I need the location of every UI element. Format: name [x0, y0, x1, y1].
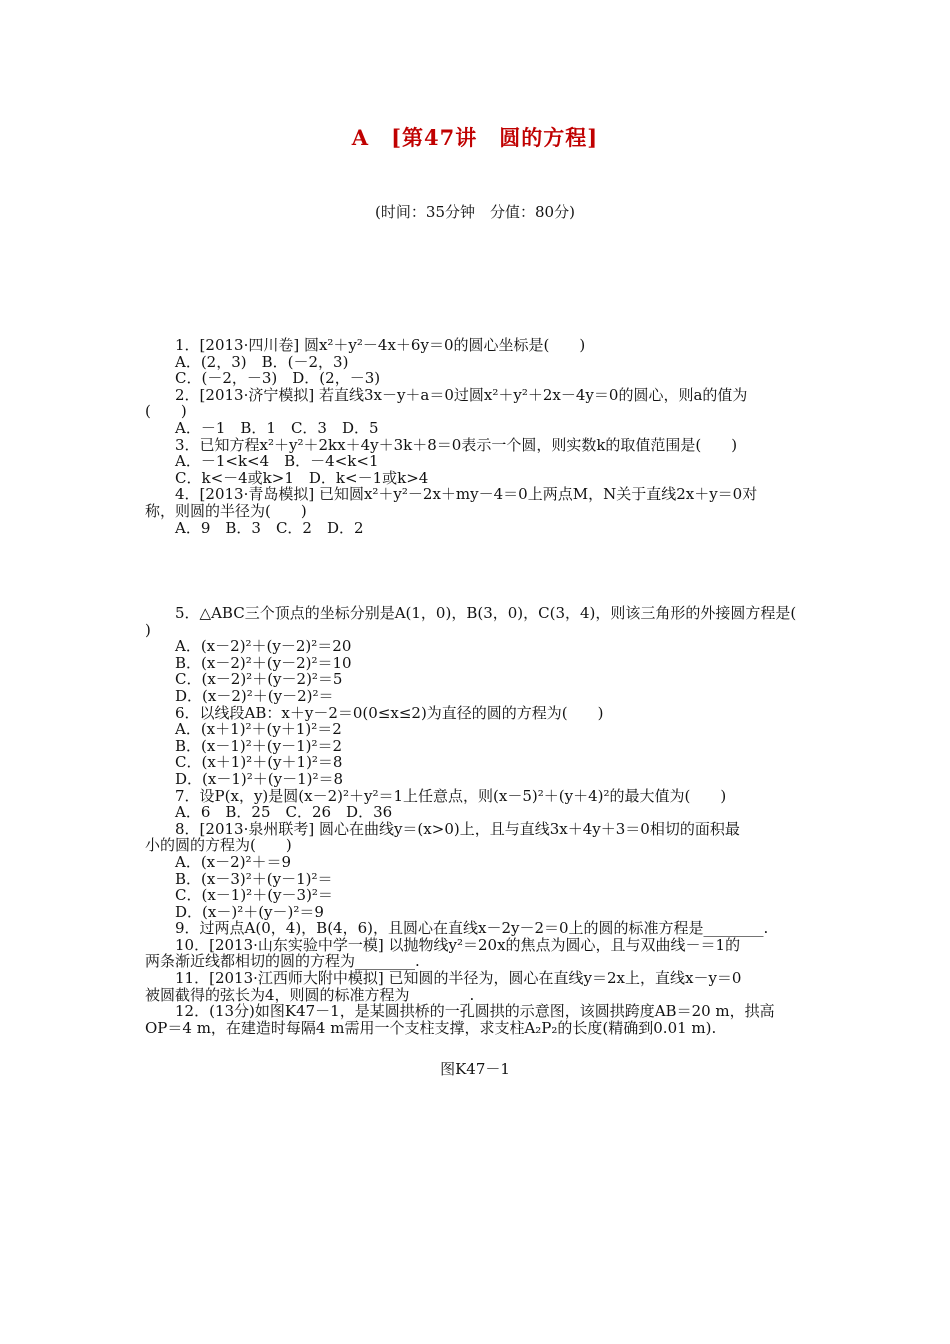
question-line: 5．△ABC三个顶点的坐标分别是A(1，0)，B(3，0)，C(3，4)，则该三角形的外接圆方程是(: [175, 605, 797, 622]
question-line: 3．已知方程x²＋y²＋2kx＋4y＋3k＋8＝0表示一个圆，则实数k的取值范围是( ): [175, 436, 738, 454]
page-title: A [第47讲 圆的方程]: [351, 125, 599, 150]
question-line: C．(x＋1)²＋(y＋1)²＝8: [175, 754, 343, 771]
question-line: 1．[2013·四川卷] 圆x²＋y²－4x＋6y＝0的圆心坐标是( ): [175, 337, 586, 354]
questions-block-1: [145, 337, 807, 536]
question-line: C．k<－4或k>1 D．k<－1或k>4: [175, 469, 429, 487]
question-line: 8．[2013·泉州联考] 圆心在曲线y＝(x>0)上，且与直线3x＋4y＋3＝0相切的面积最: [175, 820, 740, 838]
question-line: 10．[2013·山东实验中学一模] 以抛物线y²＝20x的焦点为圆心，且与双曲线－＝1的: [175, 936, 741, 954]
question-line: 12．(13分)如图K47－1，是某圆拱桥的一孔圆拱的示意图，该圆拱跨度AB＝20 m，拱高: [175, 1003, 775, 1020]
question-line: 6．以线段AB：x＋y－2＝0(0≤x≤2)为直径的圆的方程为( ): [175, 704, 604, 722]
question-line: B．(x－1)²＋(y－1)²＝2: [175, 737, 343, 755]
question-line: OP＝4 m，在建造时每隔4 m需用一个支柱支撑，求支柱A₂P₂的长度(精确到0.01 m).: [145, 1019, 717, 1037]
time-score-info: (时间：35分钟 分值：80分): [375, 203, 575, 221]
question-line: ): [145, 621, 151, 639]
question-line: D．(x－)²＋(y－)²＝9: [175, 903, 324, 921]
questions-block-2: [145, 605, 807, 1036]
question-line: D．(x－2)²＋(y－2)²＝: [175, 687, 334, 705]
question-line: A．(x－2)²＋(y－2)²＝20: [175, 638, 352, 655]
question-line: C．(x－1)²＋(y－3)²＝: [175, 887, 333, 904]
question-line: 两条渐近线都相切的圆的方程为________.: [145, 953, 420, 971]
question-line: 9．过两点A(0，4)，B(4，6)，且圆心在直线x－2y－2＝0上的圆的标准方程是________.: [175, 920, 769, 937]
question-line: A．6 B．25 C．26 D．36: [175, 804, 393, 821]
question-line: 7．设P(x，y)是圆(x－2)²＋y²＝1上任意点，则(x－5)²＋(y＋4)²的最大值为( ): [175, 787, 727, 805]
question-line: C．(－2，－3) D．(2，－3): [175, 370, 381, 387]
question-line: A．－1 B．1 C．3 D．5: [175, 419, 379, 437]
question-line: B．(x－2)²＋(y－2)²＝10: [175, 654, 352, 672]
question-line: 4．[2013·青岛模拟] 已知圆x²＋y²－2x＋my－4＝0上两点M，N关于直线2x＋y＝0对: [175, 486, 758, 503]
question-line: A．(2，3) B．(－2，3): [175, 353, 349, 371]
question-line: D．(x－1)²＋(y－1)²＝8: [175, 770, 344, 788]
question-line: B．(x－3)²＋(y－1)²＝: [175, 870, 333, 888]
question-line: 称，则圆的半径为( ): [145, 502, 307, 520]
question-line: A．(x－2)²＋＝9: [175, 853, 292, 871]
question-line: A．9 B．3 C．2 D．2: [175, 519, 364, 537]
question-line: A．－1<k<4 B．－4<k<1: [175, 453, 379, 470]
question-line: C．(x－2)²＋(y－2)²＝5: [175, 671, 343, 688]
question-line: 11．[2013·江西师大附中模拟] 已知圆的半径为，圆心在直线y＝2x上，直线x－y＝0: [175, 970, 742, 987]
figure-caption: 图K47－1: [440, 1060, 510, 1078]
question-line: A．(x＋1)²＋(y＋1)²＝2: [175, 721, 342, 738]
question-line: 小的圆的方程为( ): [145, 837, 292, 854]
question-line: 2．[2013·济宁模拟] 若直线3x－y＋a＝0过圆x²＋y²＋2x－4y＝0的圆心，则a的值为: [175, 386, 748, 404]
question-line: 被圆截得的弦长为4，则圆的标准方程为________.: [145, 986, 475, 1004]
question-line: ( ): [145, 403, 187, 420]
